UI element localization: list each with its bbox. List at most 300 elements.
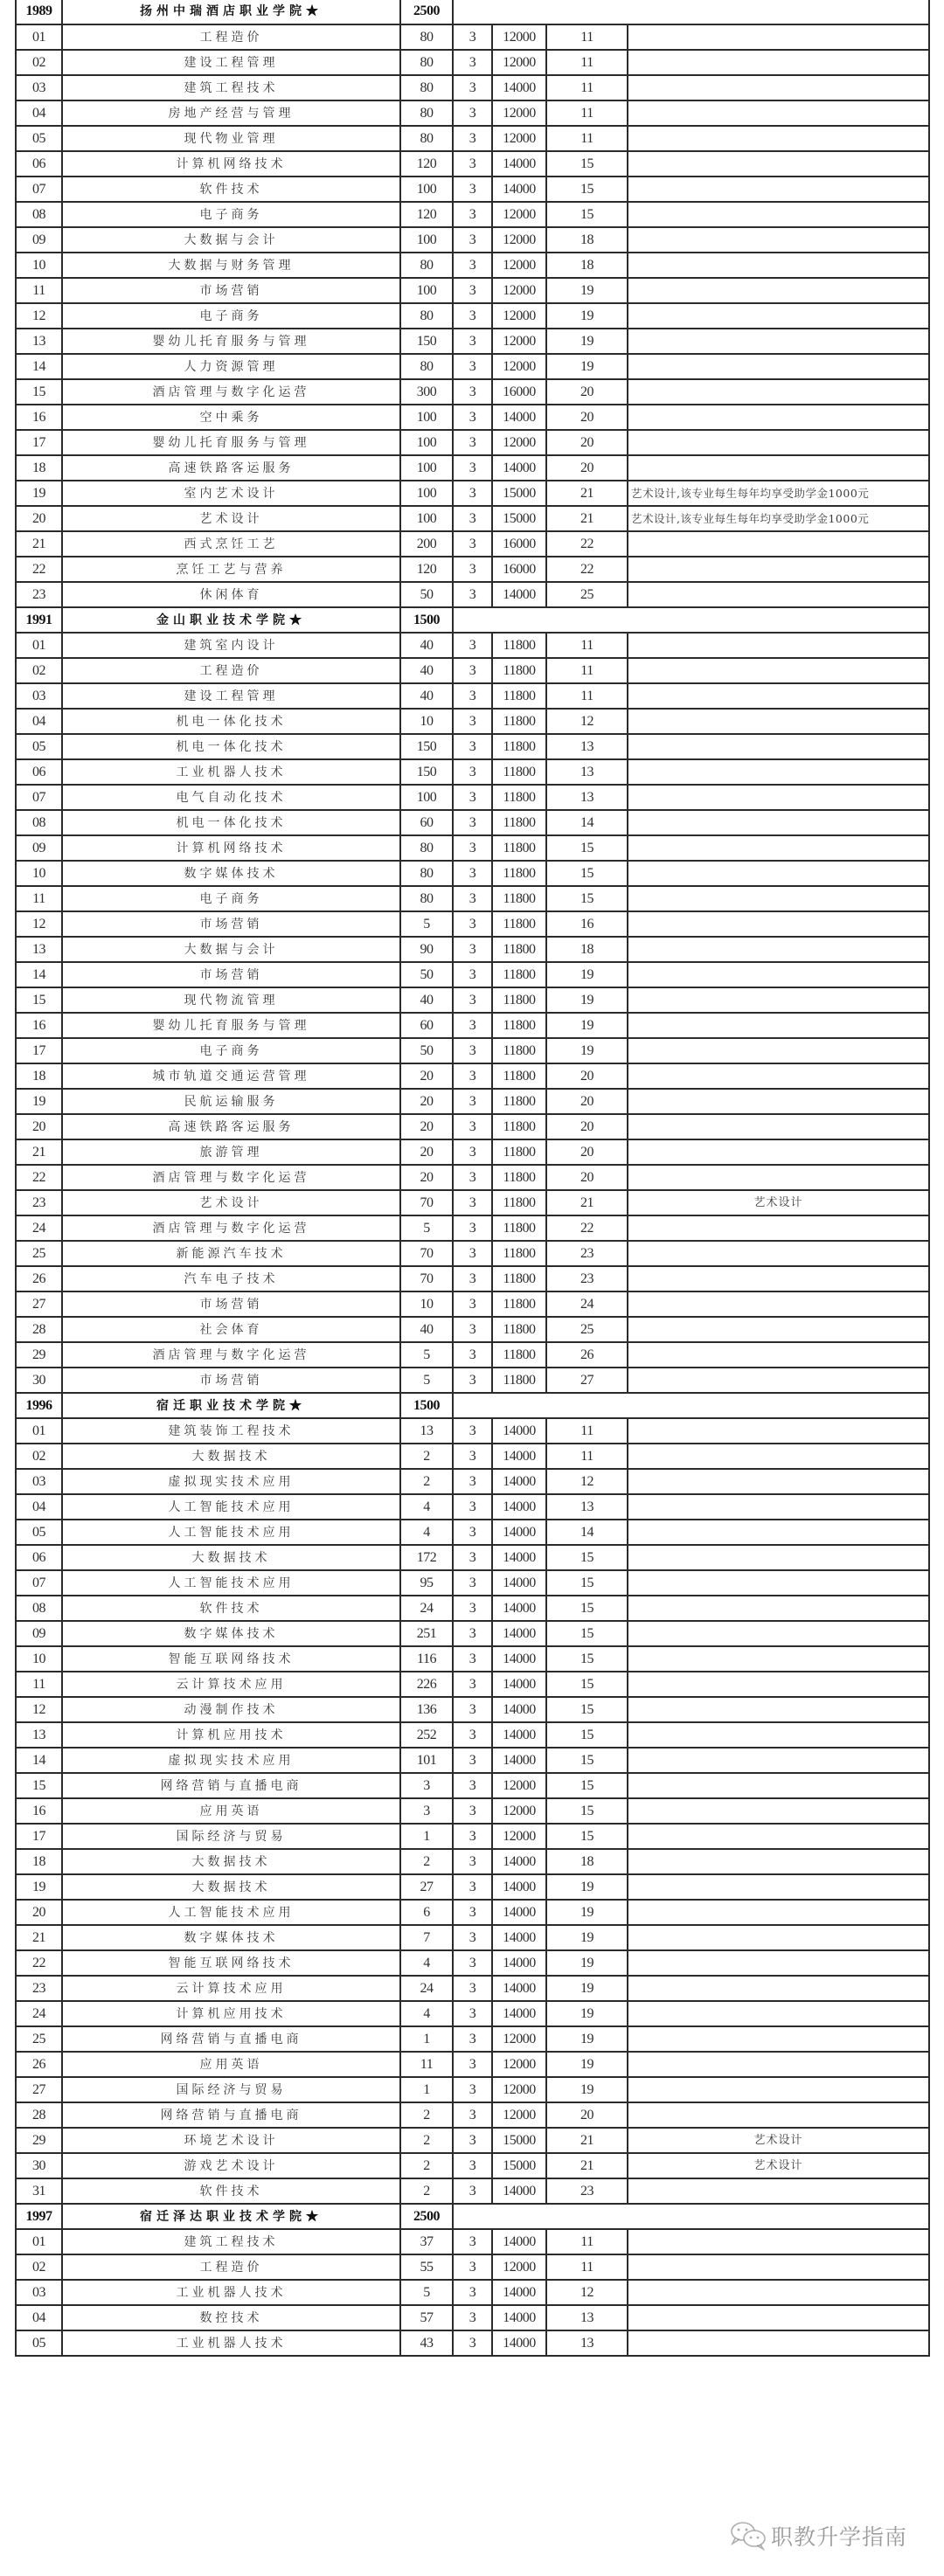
plan-count: 6 bbox=[400, 1900, 453, 1925]
major-row bbox=[16, 2153, 929, 2178]
plan-count: 252 bbox=[400, 1722, 453, 1748]
major-row bbox=[16, 50, 929, 75]
plan-count: 40 bbox=[400, 633, 453, 658]
plan-count: 120 bbox=[400, 202, 453, 227]
plan-count: 172 bbox=[400, 1545, 453, 1570]
duration-years: 3 bbox=[453, 1291, 492, 1317]
major-group: 11 bbox=[546, 24, 628, 50]
duration-years: 3 bbox=[453, 2077, 492, 2102]
remark bbox=[628, 835, 929, 861]
major-row bbox=[16, 1342, 929, 1368]
plan-count: 70 bbox=[400, 1190, 453, 1215]
tuition: 14000 bbox=[492, 2229, 546, 2254]
major-group: 20 bbox=[546, 1063, 628, 1089]
major-group: 11 bbox=[546, 683, 628, 709]
school-header-blank bbox=[453, 2204, 929, 2229]
major-group: 13 bbox=[546, 759, 628, 785]
tuition: 12000 bbox=[492, 202, 546, 227]
major-code: 07 bbox=[16, 1570, 62, 1596]
plan-count: 80 bbox=[400, 75, 453, 100]
major-row bbox=[16, 1874, 929, 1900]
major-name: 应用英语 bbox=[62, 1798, 400, 1824]
major-row bbox=[16, 557, 929, 582]
major-code: 01 bbox=[16, 633, 62, 658]
plan-count: 7 bbox=[400, 1925, 453, 1950]
major-group: 20 bbox=[546, 430, 628, 455]
remark bbox=[628, 1165, 929, 1190]
major-code: 01 bbox=[16, 1418, 62, 1444]
tuition: 11800 bbox=[492, 1241, 546, 1266]
major-row bbox=[16, 886, 929, 911]
tuition: 11800 bbox=[492, 1291, 546, 1317]
major-name: 计算机应用技术 bbox=[62, 2001, 400, 2026]
major-name: 建设工程管理 bbox=[62, 50, 400, 75]
tuition: 14000 bbox=[492, 455, 546, 481]
duration-years: 3 bbox=[453, 354, 492, 379]
major-name: 机电一体化技术 bbox=[62, 709, 400, 734]
duration-years: 3 bbox=[453, 1950, 492, 1976]
duration-years: 3 bbox=[453, 1089, 492, 1114]
major-group: 12 bbox=[546, 1469, 628, 1494]
major-code: 27 bbox=[16, 2077, 62, 2102]
remark bbox=[628, 1824, 929, 1849]
tuition: 11800 bbox=[492, 633, 546, 658]
major-name: 酒店管理与数字化运营 bbox=[62, 1342, 400, 1368]
remark bbox=[628, 2102, 929, 2128]
plan-count: 40 bbox=[400, 658, 453, 683]
remark bbox=[628, 354, 929, 379]
remark bbox=[628, 911, 929, 937]
major-group: 15 bbox=[546, 1570, 628, 1596]
major-row bbox=[16, 987, 929, 1013]
plan-count: 150 bbox=[400, 734, 453, 759]
major-name: 民航运输服务 bbox=[62, 1089, 400, 1114]
tuition: 14000 bbox=[492, 1849, 546, 1874]
watermark-text: 职教升学指南 bbox=[771, 2524, 908, 2550]
major-row bbox=[16, 962, 929, 987]
remark bbox=[628, 2229, 929, 2254]
major-group: 23 bbox=[546, 1241, 628, 1266]
remark: 艺术设计 bbox=[628, 1190, 929, 1215]
duration-years: 3 bbox=[453, 1849, 492, 1874]
plan-count: 70 bbox=[400, 1241, 453, 1266]
major-code: 15 bbox=[16, 379, 62, 405]
major-group: 15 bbox=[546, 151, 628, 177]
major-name: 软件技术 bbox=[62, 2178, 400, 2204]
major-code: 05 bbox=[16, 734, 62, 759]
major-code: 04 bbox=[16, 100, 62, 126]
major-row bbox=[16, 1672, 929, 1697]
major-code: 26 bbox=[16, 2052, 62, 2077]
tuition: 11800 bbox=[492, 658, 546, 683]
plan-count: 100 bbox=[400, 278, 453, 303]
major-group: 19 bbox=[546, 278, 628, 303]
tuition: 14000 bbox=[492, 1925, 546, 1950]
major-group: 15 bbox=[546, 177, 628, 202]
duration-years: 3 bbox=[453, 1444, 492, 1469]
duration-years: 3 bbox=[453, 50, 492, 75]
duration-years: 3 bbox=[453, 2254, 492, 2280]
major-row bbox=[16, 1038, 929, 1063]
remark bbox=[628, 2280, 929, 2305]
major-group: 11 bbox=[546, 126, 628, 151]
tuition: 14000 bbox=[492, 2178, 546, 2204]
tuition: 14000 bbox=[492, 1596, 546, 1621]
duration-years: 3 bbox=[453, 1646, 492, 1672]
major-row bbox=[16, 481, 929, 506]
duration-years: 3 bbox=[453, 2229, 492, 2254]
major-group: 24 bbox=[546, 1291, 628, 1317]
major-row bbox=[16, 1824, 929, 1849]
duration-years: 3 bbox=[453, 557, 492, 582]
duration-years: 3 bbox=[453, 1013, 492, 1038]
tuition: 12000 bbox=[492, 1798, 546, 1824]
duration-years: 3 bbox=[453, 2305, 492, 2330]
remark bbox=[628, 75, 929, 100]
remark bbox=[628, 1900, 929, 1925]
major-code: 17 bbox=[16, 1038, 62, 1063]
duration-years: 3 bbox=[453, 734, 492, 759]
plan-count: 2 bbox=[400, 1444, 453, 1469]
major-row bbox=[16, 2229, 929, 2254]
remark bbox=[628, 2330, 929, 2356]
duration-years: 3 bbox=[453, 1722, 492, 1748]
major-name: 工业机器人技术 bbox=[62, 759, 400, 785]
tuition: 11800 bbox=[492, 1317, 546, 1342]
major-name: 国际经济与贸易 bbox=[62, 1824, 400, 1849]
major-code: 25 bbox=[16, 1241, 62, 1266]
duration-years: 3 bbox=[453, 1570, 492, 1596]
plan-count: 4 bbox=[400, 2001, 453, 2026]
major-row bbox=[16, 1900, 929, 1925]
major-name: 环境艺术设计 bbox=[62, 2128, 400, 2153]
duration-years: 3 bbox=[453, 1266, 492, 1291]
major-name: 智能互联网络技术 bbox=[62, 1646, 400, 1672]
duration-years: 3 bbox=[453, 810, 492, 835]
major-name: 人工智能技术应用 bbox=[62, 1900, 400, 1925]
major-name: 建筑工程技术 bbox=[62, 2229, 400, 2254]
plan-count: 100 bbox=[400, 177, 453, 202]
plan-count: 5 bbox=[400, 2280, 453, 2305]
remark bbox=[628, 1722, 929, 1748]
major-row bbox=[16, 1722, 929, 1748]
major-row bbox=[16, 1139, 929, 1165]
remark bbox=[628, 1494, 929, 1520]
plan-count: 136 bbox=[400, 1697, 453, 1722]
duration-years: 3 bbox=[453, 658, 492, 683]
tuition: 14000 bbox=[492, 2305, 546, 2330]
plan-count: 80 bbox=[400, 50, 453, 75]
major-row bbox=[16, 1748, 929, 1773]
watermark bbox=[729, 2518, 930, 2553]
major-row bbox=[16, 1317, 929, 1342]
major-name: 室内艺术设计 bbox=[62, 481, 400, 506]
school-code: 1989 bbox=[16, 0, 62, 24]
remark bbox=[628, 455, 929, 481]
major-code: 25 bbox=[16, 2026, 62, 2052]
major-group: 22 bbox=[546, 557, 628, 582]
remark bbox=[628, 709, 929, 734]
school-total-plan: 2500 bbox=[400, 0, 453, 24]
duration-years: 3 bbox=[453, 531, 492, 557]
plan-count: 2 bbox=[400, 1849, 453, 1874]
tuition: 11800 bbox=[492, 1165, 546, 1190]
duration-years: 3 bbox=[453, 1165, 492, 1190]
major-code: 18 bbox=[16, 1849, 62, 1874]
duration-years: 3 bbox=[453, 100, 492, 126]
tuition: 14000 bbox=[492, 1444, 546, 1469]
major-group: 13 bbox=[546, 1494, 628, 1520]
major-group: 15 bbox=[546, 835, 628, 861]
remark bbox=[628, 1266, 929, 1291]
tuition: 11800 bbox=[492, 1038, 546, 1063]
remark: 艺术设计,该专业每生每年均享受助学金1000元 bbox=[628, 506, 929, 531]
duration-years: 3 bbox=[453, 1241, 492, 1266]
major-code: 17 bbox=[16, 1824, 62, 1849]
school-header-row bbox=[16, 1393, 929, 1418]
major-group: 11 bbox=[546, 633, 628, 658]
major-row bbox=[16, 2280, 929, 2305]
major-code: 20 bbox=[16, 1900, 62, 1925]
plan-count: 2 bbox=[400, 2153, 453, 2178]
major-group: 20 bbox=[546, 455, 628, 481]
tuition: 12000 bbox=[492, 329, 546, 354]
plan-count: 4 bbox=[400, 1520, 453, 1545]
major-row bbox=[16, 709, 929, 734]
plan-count: 80 bbox=[400, 835, 453, 861]
major-code: 14 bbox=[16, 1748, 62, 1773]
major-group: 14 bbox=[546, 810, 628, 835]
major-code: 14 bbox=[16, 354, 62, 379]
major-group: 20 bbox=[546, 1165, 628, 1190]
tuition: 14000 bbox=[492, 75, 546, 100]
tuition: 14000 bbox=[492, 1646, 546, 1672]
duration-years: 3 bbox=[453, 1342, 492, 1368]
major-code: 08 bbox=[16, 1596, 62, 1621]
major-group: 21 bbox=[546, 1190, 628, 1215]
major-group: 13 bbox=[546, 734, 628, 759]
major-code: 03 bbox=[16, 1469, 62, 1494]
tuition: 16000 bbox=[492, 557, 546, 582]
major-name: 烹饪工艺与营养 bbox=[62, 557, 400, 582]
tuition: 11800 bbox=[492, 1342, 546, 1368]
major-row bbox=[16, 1520, 929, 1545]
plan-count: 57 bbox=[400, 2305, 453, 2330]
major-row bbox=[16, 1215, 929, 1241]
major-row bbox=[16, 2001, 929, 2026]
major-name: 旅游管理 bbox=[62, 1139, 400, 1165]
major-code: 12 bbox=[16, 1697, 62, 1722]
plan-count: 50 bbox=[400, 582, 453, 607]
major-group: 15 bbox=[546, 1672, 628, 1697]
major-group: 19 bbox=[546, 303, 628, 329]
remark bbox=[628, 2305, 929, 2330]
major-code: 23 bbox=[16, 1190, 62, 1215]
remark bbox=[628, 177, 929, 202]
major-row bbox=[16, 759, 929, 785]
major-code: 29 bbox=[16, 1342, 62, 1368]
major-row bbox=[16, 278, 929, 303]
plan-count: 100 bbox=[400, 481, 453, 506]
duration-years: 3 bbox=[453, 582, 492, 607]
plan-count: 90 bbox=[400, 937, 453, 962]
major-name: 汽车电子技术 bbox=[62, 1266, 400, 1291]
remark bbox=[628, 405, 929, 430]
major-code: 06 bbox=[16, 1545, 62, 1570]
duration-years: 3 bbox=[453, 2128, 492, 2153]
major-group: 19 bbox=[546, 2052, 628, 2077]
major-name: 市场营销 bbox=[62, 911, 400, 937]
major-group: 15 bbox=[546, 1824, 628, 1849]
plan-count: 10 bbox=[400, 709, 453, 734]
tuition: 14000 bbox=[492, 1950, 546, 1976]
duration-years: 3 bbox=[453, 329, 492, 354]
remark bbox=[628, 1342, 929, 1368]
duration-years: 3 bbox=[453, 1418, 492, 1444]
plan-count: 70 bbox=[400, 1266, 453, 1291]
tuition: 12000 bbox=[492, 100, 546, 126]
remark bbox=[628, 759, 929, 785]
major-name: 酒店管理与数字化运营 bbox=[62, 1215, 400, 1241]
major-code: 22 bbox=[16, 1950, 62, 1976]
tuition: 12000 bbox=[492, 278, 546, 303]
major-group: 19 bbox=[546, 1950, 628, 1976]
major-row bbox=[16, 1165, 929, 1190]
remark bbox=[628, 937, 929, 962]
tuition: 15000 bbox=[492, 2153, 546, 2178]
major-row bbox=[16, 1950, 929, 1976]
major-name: 工程造价 bbox=[62, 658, 400, 683]
major-code: 24 bbox=[16, 2001, 62, 2026]
tuition: 11800 bbox=[492, 1266, 546, 1291]
major-name: 空中乘务 bbox=[62, 405, 400, 430]
major-code: 04 bbox=[16, 2305, 62, 2330]
duration-years: 3 bbox=[453, 2052, 492, 2077]
duration-years: 3 bbox=[453, 911, 492, 937]
major-code: 03 bbox=[16, 683, 62, 709]
major-name: 市场营销 bbox=[62, 962, 400, 987]
major-name: 数字媒体技术 bbox=[62, 1621, 400, 1646]
remark bbox=[628, 2001, 929, 2026]
major-name: 国际经济与贸易 bbox=[62, 2077, 400, 2102]
major-code: 06 bbox=[16, 759, 62, 785]
major-row bbox=[16, 329, 929, 354]
major-code: 08 bbox=[16, 202, 62, 227]
major-code: 05 bbox=[16, 2330, 62, 2356]
plan-count: 50 bbox=[400, 1038, 453, 1063]
major-group: 11 bbox=[546, 1418, 628, 1444]
major-code: 28 bbox=[16, 1317, 62, 1342]
major-code: 07 bbox=[16, 177, 62, 202]
major-name: 市场营销 bbox=[62, 278, 400, 303]
major-name: 虚拟现实技术应用 bbox=[62, 1748, 400, 1773]
remark: 艺术设计,该专业每生每年均享受助学金1000元 bbox=[628, 481, 929, 506]
tuition: 12000 bbox=[492, 303, 546, 329]
tuition: 14000 bbox=[492, 1697, 546, 1722]
duration-years: 3 bbox=[453, 1621, 492, 1646]
school-total-plan: 1500 bbox=[400, 1393, 453, 1418]
major-row bbox=[16, 683, 929, 709]
major-row bbox=[16, 861, 929, 886]
major-code: 24 bbox=[16, 1215, 62, 1241]
major-row bbox=[16, 1773, 929, 1798]
major-group: 27 bbox=[546, 1368, 628, 1393]
tuition: 14000 bbox=[492, 1418, 546, 1444]
duration-years: 3 bbox=[453, 2102, 492, 2128]
remark bbox=[628, 658, 929, 683]
major-code: 21 bbox=[16, 1139, 62, 1165]
major-name: 市场营销 bbox=[62, 1368, 400, 1393]
tuition: 12000 bbox=[492, 227, 546, 253]
remark bbox=[628, 987, 929, 1013]
tuition: 14000 bbox=[492, 2330, 546, 2356]
tuition: 15000 bbox=[492, 481, 546, 506]
school-code: 1996 bbox=[16, 1393, 62, 1418]
remark bbox=[628, 683, 929, 709]
remark bbox=[628, 202, 929, 227]
plan-count: 37 bbox=[400, 2229, 453, 2254]
major-group: 12 bbox=[546, 709, 628, 734]
duration-years: 3 bbox=[453, 202, 492, 227]
tuition: 12000 bbox=[492, 126, 546, 151]
duration-years: 3 bbox=[453, 303, 492, 329]
major-row bbox=[16, 100, 929, 126]
plan-count: 80 bbox=[400, 253, 453, 278]
remark bbox=[628, 633, 929, 658]
school-total-plan: 2500 bbox=[400, 2204, 453, 2229]
major-name: 计算机应用技术 bbox=[62, 1722, 400, 1748]
remark bbox=[628, 50, 929, 75]
major-code: 18 bbox=[16, 1063, 62, 1089]
major-code: 06 bbox=[16, 151, 62, 177]
major-group: 15 bbox=[546, 1697, 628, 1722]
school-code: 1991 bbox=[16, 607, 62, 633]
plan-count: 5 bbox=[400, 1368, 453, 1393]
major-group: 23 bbox=[546, 2178, 628, 2204]
tuition: 11800 bbox=[492, 810, 546, 835]
remark bbox=[628, 1368, 929, 1393]
tuition: 12000 bbox=[492, 2254, 546, 2280]
duration-years: 3 bbox=[453, 2330, 492, 2356]
major-group: 20 bbox=[546, 1114, 628, 1139]
major-group: 18 bbox=[546, 1849, 628, 1874]
tuition: 11800 bbox=[492, 1089, 546, 1114]
plan-count: 3 bbox=[400, 1798, 453, 1824]
major-name: 大数据与会计 bbox=[62, 937, 400, 962]
tuition: 11800 bbox=[492, 683, 546, 709]
school-header-row bbox=[16, 607, 929, 633]
major-name: 大数据技术 bbox=[62, 1874, 400, 1900]
remark bbox=[628, 1596, 929, 1621]
major-name: 人工智能技术应用 bbox=[62, 1570, 400, 1596]
remark bbox=[628, 2254, 929, 2280]
major-name: 动漫制作技术 bbox=[62, 1697, 400, 1722]
remark bbox=[628, 886, 929, 911]
duration-years: 3 bbox=[453, 987, 492, 1013]
major-row bbox=[16, 506, 929, 531]
duration-years: 3 bbox=[453, 227, 492, 253]
tuition: 14000 bbox=[492, 2001, 546, 2026]
major-row bbox=[16, 1469, 929, 1494]
duration-years: 3 bbox=[453, 126, 492, 151]
major-row bbox=[16, 1444, 929, 1469]
major-group: 15 bbox=[546, 886, 628, 911]
major-code: 19 bbox=[16, 1874, 62, 1900]
major-group: 15 bbox=[546, 1798, 628, 1824]
remark bbox=[628, 379, 929, 405]
duration-years: 3 bbox=[453, 962, 492, 987]
remark bbox=[628, 1418, 929, 1444]
